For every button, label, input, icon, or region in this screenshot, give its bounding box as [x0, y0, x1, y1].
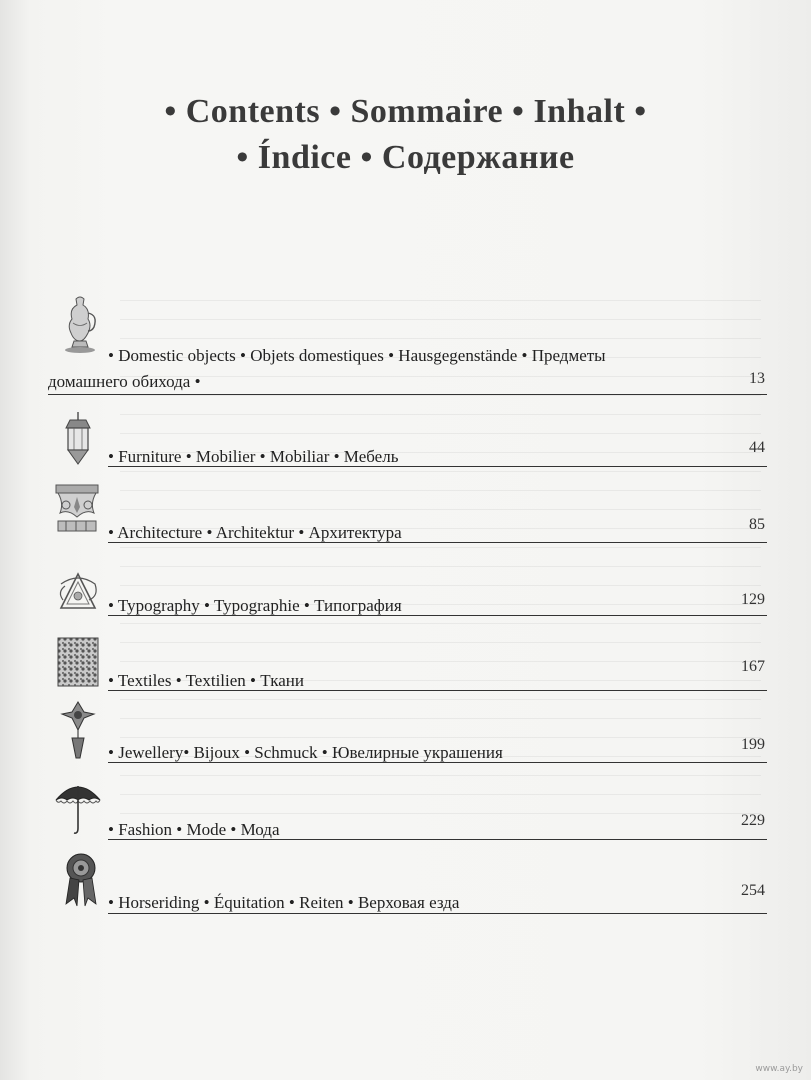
entry-label: • Typography • Typographie • Типография [108, 596, 402, 615]
page-number: 199 [741, 736, 765, 753]
watermark: www.ay.by [755, 1064, 803, 1074]
entry-label: • Jewellery• Bijoux • Schmuck • Ювелирные украшения [108, 743, 503, 762]
entry-label: • Fashion • Mode • Мода [108, 820, 280, 839]
page-number: 254 [741, 882, 765, 899]
parasol-icon [52, 778, 104, 836]
show-through-text [120, 300, 761, 820]
textile-pattern-icon [56, 636, 100, 688]
entry-label: • Furniture • Mobilier • Mobiliar • Мебель [108, 447, 399, 466]
entry-label: • Textiles • Textilien • Ткани [108, 671, 304, 690]
ewer-icon [58, 295, 102, 357]
lantern-icon [60, 412, 96, 468]
entry-rule [108, 690, 767, 691]
monogram-icon [55, 570, 101, 614]
entry-rule [108, 839, 767, 840]
entry-label-continued: домашнего обихода • [48, 372, 201, 391]
entry-label: • Horseriding • Équitation • Reiten • Верховая езда [108, 893, 460, 912]
entry-rule [108, 615, 767, 616]
capital-ornament-icon [54, 483, 100, 539]
brooch-icon [58, 700, 98, 762]
contents-title-line-1: • Contents • Sommaire • Inhalt • [164, 93, 647, 130]
page-number: 167 [741, 658, 765, 675]
page-number: 85 [749, 516, 765, 533]
entry-label: • Domestic objects • Objets domestiques • Hausgegenstände • Предметы [108, 346, 606, 365]
entry-rule [108, 542, 767, 543]
entry-label: • Architecture • Architektur • Архитектура [108, 523, 402, 542]
rosette-icon [60, 852, 102, 908]
page-number: 13 [749, 370, 765, 387]
page-number: 229 [741, 812, 765, 829]
entry-rule [108, 762, 767, 763]
page-number: 129 [741, 591, 765, 608]
entry-rule [108, 913, 767, 914]
entry-rule [48, 394, 767, 395]
contents-title-line-2: • Índice • Содержание [236, 139, 575, 176]
page-number: 44 [749, 439, 765, 456]
entry-rule [108, 466, 767, 467]
